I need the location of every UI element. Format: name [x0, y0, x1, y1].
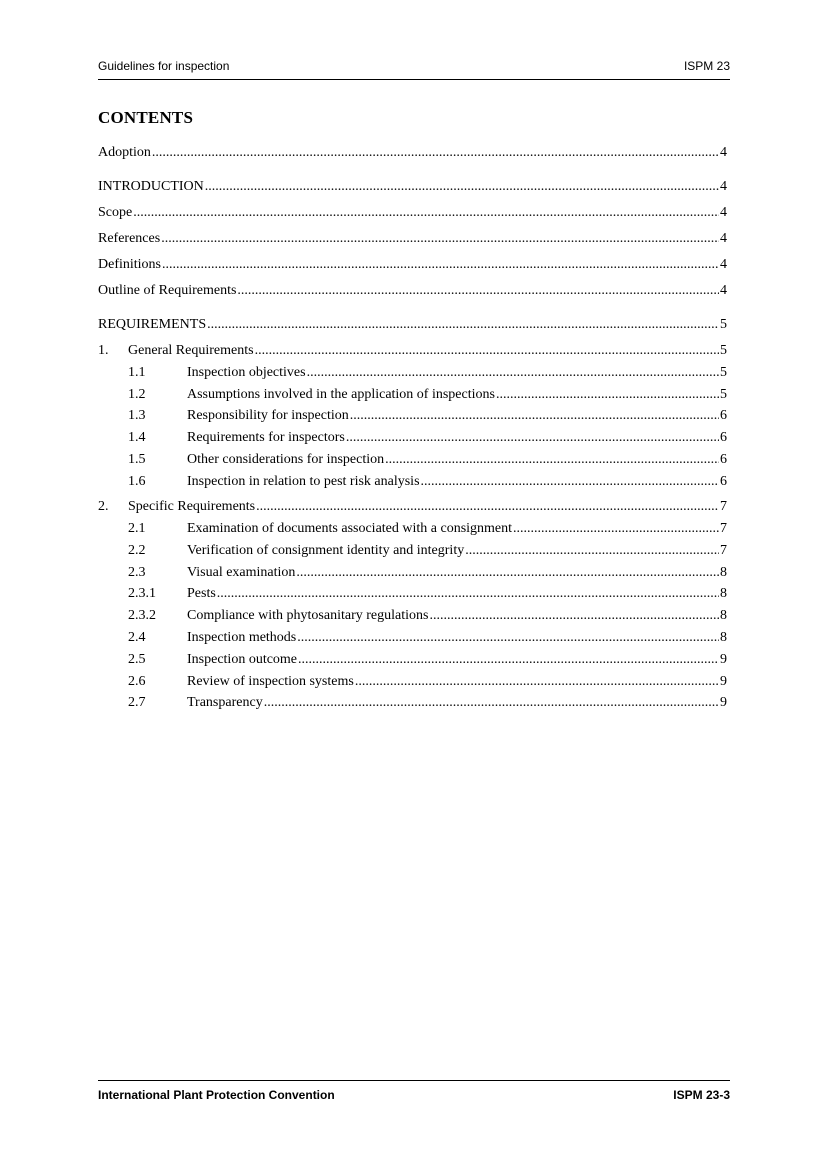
- toc-title: Definitions: [98, 257, 161, 272]
- toc-entry[interactable]: [98, 693, 727, 713]
- toc-title: Examination of documents associated with a consignment: [187, 521, 513, 536]
- toc-leader: [350, 406, 719, 426]
- toc-entry[interactable]: [98, 255, 727, 275]
- toc-leader: [465, 541, 719, 561]
- page-header: [98, 59, 730, 80]
- toc-entry[interactable]: [98, 628, 727, 648]
- toc-title: Assumptions involved in the application of inspections: [187, 387, 495, 402]
- toc-title: Responsibility for inspection: [187, 408, 349, 423]
- toc-leader: [207, 315, 719, 335]
- toc-leader: [133, 203, 719, 223]
- toc-page: 4: [720, 257, 727, 272]
- toc-title: Outline of Requirements: [98, 283, 237, 298]
- toc-entry[interactable]: [98, 606, 727, 626]
- toc-entry[interactable]: [98, 472, 727, 492]
- toc-entry[interactable]: [98, 229, 727, 249]
- toc-title: Specific Requirements: [128, 499, 256, 514]
- toc-page: 6: [720, 452, 727, 467]
- toc-number: 2.2: [128, 543, 146, 558]
- toc-page: 4: [720, 205, 727, 220]
- toc-page: 5: [720, 343, 727, 358]
- toc-number: 2.5: [128, 652, 146, 667]
- toc-leader: [296, 563, 719, 583]
- toc-leader: [298, 650, 719, 670]
- toc-title: Requirements for inspectors: [187, 430, 345, 445]
- toc-page: 4: [720, 231, 727, 246]
- toc-number: 2.3.2: [128, 608, 156, 623]
- toc-title: Other considerations for inspection: [187, 452, 385, 467]
- toc-page: 8: [720, 586, 727, 601]
- toc-page: 7: [720, 543, 727, 558]
- toc-number: 2.7: [128, 695, 146, 710]
- toc-leader: [255, 341, 719, 361]
- toc-entry[interactable]: [98, 650, 727, 670]
- toc-entry[interactable]: [98, 541, 727, 561]
- toc-entry[interactable]: [98, 450, 727, 470]
- toc-leader: [256, 497, 719, 517]
- toc-leader: [162, 255, 719, 275]
- toc-entry[interactable]: [98, 672, 727, 692]
- toc-entry[interactable]: [98, 519, 727, 539]
- toc-title: General Requirements: [128, 343, 254, 358]
- toc-title: Review of inspection systems: [187, 674, 354, 689]
- toc-entry[interactable]: [98, 428, 727, 448]
- toc-entry[interactable]: [98, 203, 727, 223]
- toc-title: Adoption: [98, 145, 151, 160]
- toc-number: 2.3: [128, 565, 146, 580]
- toc-leader: [513, 519, 719, 539]
- header-title: Guidelines for inspection: [98, 59, 230, 73]
- toc-leader: [355, 672, 719, 692]
- toc-title: INTRODUCTION: [98, 179, 204, 194]
- toc-leader: [264, 693, 719, 713]
- toc-entry[interactable]: [98, 497, 727, 517]
- toc-entry[interactable]: [98, 584, 727, 604]
- toc-number: 1.5: [128, 452, 146, 467]
- page-footer: [98, 1080, 730, 1103]
- toc-leader: [307, 363, 719, 383]
- toc-leader: [152, 143, 719, 163]
- toc-leader: [217, 584, 719, 604]
- toc-title: Inspection outcome: [187, 652, 298, 667]
- toc-page: 5: [720, 387, 727, 402]
- toc-leader: [496, 385, 719, 405]
- toc-page: 8: [720, 565, 727, 580]
- toc-page: 8: [720, 630, 727, 645]
- toc-number: 1.6: [128, 474, 146, 489]
- toc-entry[interactable]: [98, 385, 727, 405]
- toc-page: 7: [720, 499, 727, 514]
- toc-page: 7: [720, 521, 727, 536]
- toc-number: 2.: [98, 499, 109, 514]
- toc-number: 1.2: [128, 387, 146, 402]
- toc-entry[interactable]: [98, 143, 727, 163]
- toc-title: Visual examination: [187, 565, 296, 580]
- toc-title: Pests: [187, 586, 216, 601]
- toc-number: 1.4: [128, 430, 146, 445]
- footer-organization: International Plant Protection Convention: [98, 1088, 335, 1102]
- toc-page: 8: [720, 608, 727, 623]
- toc-page: 5: [720, 365, 727, 380]
- toc-title: Transparency: [187, 695, 263, 710]
- toc-title: References: [98, 231, 161, 246]
- toc-page: 9: [720, 695, 727, 710]
- toc-page: 6: [720, 430, 727, 445]
- toc-entry[interactable]: [98, 563, 727, 583]
- toc-entry[interactable]: [98, 363, 727, 383]
- toc-number: 2.6: [128, 674, 146, 689]
- toc-page: 9: [720, 674, 727, 689]
- contents-heading: CONTENTS: [98, 108, 194, 127]
- toc-leader: [346, 428, 719, 448]
- toc-title: REQUIREMENTS: [98, 317, 207, 332]
- toc-page: 6: [720, 408, 727, 423]
- toc-page: 6: [720, 474, 727, 489]
- toc-leader: [421, 472, 719, 492]
- toc-entry[interactable]: [98, 341, 727, 361]
- toc-leader: [237, 281, 719, 301]
- toc-leader: [161, 229, 719, 249]
- toc-page: 4: [720, 145, 727, 160]
- toc-entry[interactable]: [98, 315, 727, 335]
- toc-number: 2.3.1: [128, 586, 156, 601]
- toc-page: 4: [720, 179, 727, 194]
- toc-number: 1.1: [128, 365, 146, 380]
- toc-number: 1.: [98, 343, 109, 358]
- toc-leader: [429, 606, 719, 626]
- toc-leader: [205, 177, 719, 197]
- toc-page: 4: [720, 283, 727, 298]
- toc-page: 5: [720, 317, 727, 332]
- toc-title: Compliance with phytosanitary regulations: [187, 608, 429, 623]
- toc-number: 1.3: [128, 408, 146, 423]
- toc-title: Inspection methods: [187, 630, 297, 645]
- toc-entry[interactable]: [98, 406, 727, 426]
- toc-title: Inspection objectives: [187, 365, 306, 380]
- toc-number: 2.1: [128, 521, 146, 536]
- toc-entry[interactable]: [98, 177, 727, 197]
- toc-title: Scope: [98, 205, 133, 220]
- toc-entry[interactable]: [98, 281, 727, 301]
- toc-title: Verification of consignment identity and integrity: [187, 543, 465, 558]
- footer-page-number: ISPM 23-3: [673, 1088, 730, 1102]
- toc-title: Inspection in relation to pest risk analysis: [187, 474, 420, 489]
- header-standard: ISPM 23: [683, 59, 730, 73]
- toc-page: 9: [720, 652, 727, 667]
- toc-leader: [385, 450, 719, 470]
- toc-number: 2.4: [128, 630, 146, 645]
- toc-leader: [297, 628, 719, 648]
